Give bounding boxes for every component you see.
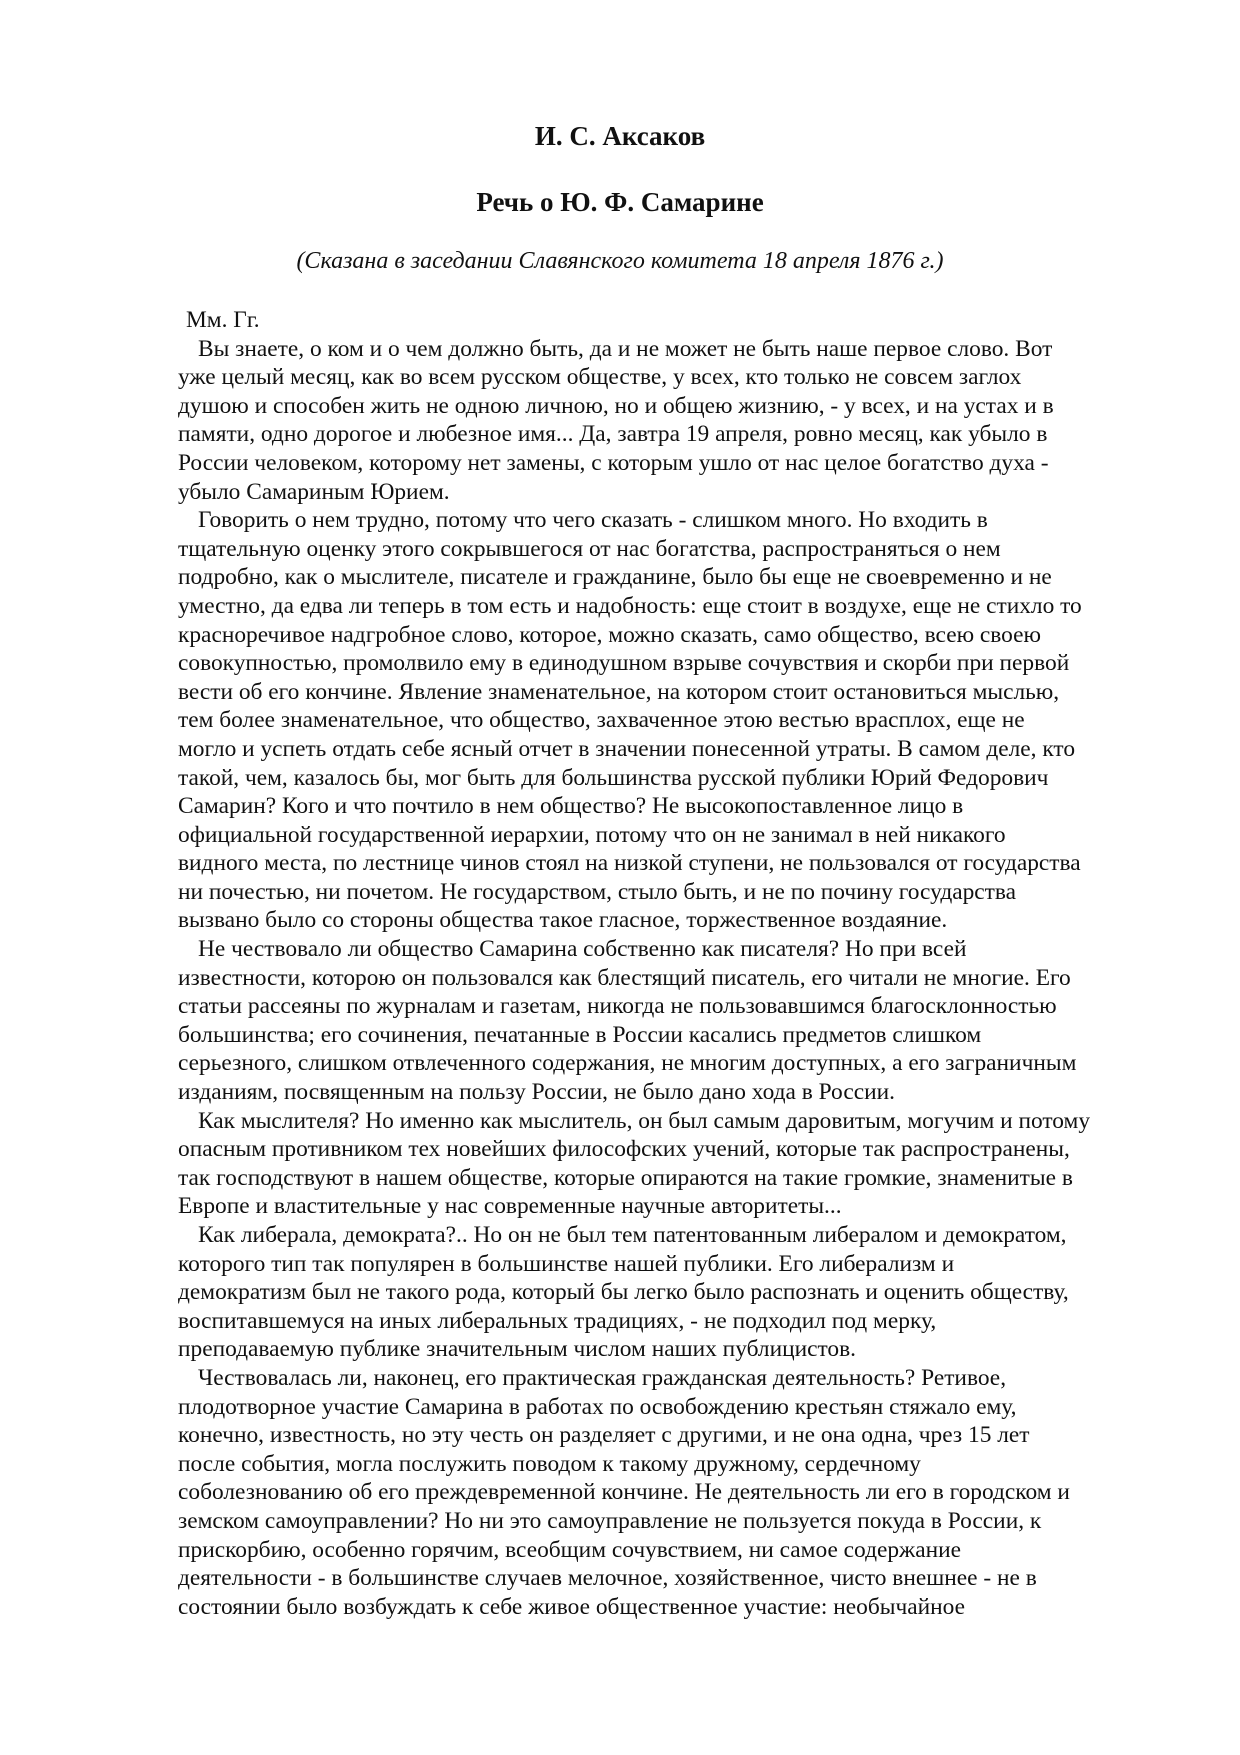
text-line: серьезного, слишком отвлеченного содержания, не многим доступных, а его заграничным [178,1050,1077,1077]
text-line: Чествовалась ли, наконец, его практическая гражданская деятельность? Ретивое, [198,1364,1007,1391]
text-line: могло и успеть отдать себе ясный отчет в значении понесенной утраты. В самом деле, кто [178,735,1076,762]
author-heading: И. С. Аксаков [534,121,706,151]
text-line: Как либерала, демократа?.. Но он не был тем патентованным либералом и демократом, [198,1222,1067,1248]
text-line: душою и способен жить не одною личною, но и общею жизнию, - у всех, и на устах и в [178,392,1054,419]
text-line: прискорбию, особенно горячим, всеобщим сочувствием, ни самое содержание [178,1536,962,1563]
text-line: Самарин? Кого и что почтило в нем общество? Не высокопоставленное лицо в [178,793,964,820]
text-line: воспитавшемуся на иных либеральных традициях, - не подходил под мерку, [178,1307,937,1334]
speech-title: Речь о Ю. Ф. Самарине [476,187,764,217]
text-line: преподаваемую публике значительным числом наших публицистов. [178,1336,857,1363]
paragraphs [178,335,1188,1622]
text-line: Не чествовало ли общество Самарина собственно как писателя? Но при всей [198,936,967,963]
text-line: так господствуют в нашем обществе, которые опираются на такие громкие, знаменитые в [178,1164,1073,1191]
text-line: Европе и властительные у нас современные научные авторитеты... [178,1193,842,1220]
text-line: опасным противником тех новейших философских учений, которые так распространены, [178,1136,1070,1163]
text-line: Как мыслителя? Но именно как мыслитель, он был самым даровитым, могучим и потому [198,1107,1091,1134]
text-line: тем более знаменательное, что общество, захваченное этою вестью врасплох, еще не [178,707,1025,734]
text-line: вызвано было со стороны общества такое гласное, торжественное воздаяние. [178,907,948,934]
text-line: ни почестью, ни почетом. Не государством, стыло быть, и не по почину государства [178,878,1017,905]
text-line: уже целый месяц, как во всем русском обществе, у всех, кто только не совсем заглох [178,364,1022,391]
text-line: большинства; его сочинения, печатанные в России касались предметов слишком [178,1021,982,1048]
text-line: после события, могла послужить поводом к такому дружному, сердечному [178,1450,921,1477]
text-line: демократизм был не такого рода, который бы легко было распознать и оценить обществу, [178,1279,1069,1306]
paragraph [178,1221,1188,1364]
text-line: Вы знаете, о ком и о чем должно быть, да и не может не быть наше первое слово. Вот [198,335,1053,362]
text-line: убыло Самариным Юрием. [178,478,450,505]
text-line: видного места, по лестнице чинов стоял на низкой ступени, не пользовался от государства [178,850,1081,877]
text-line: изданиям, посвященным на пользу России, не было дано хода в России. [178,1079,895,1106]
text-line: известности, которою он пользовался как блестящий писатель, его читали не многие. Его [178,964,1071,991]
text-line: состоянии было возбуждать к себе живое общественное участие: необычайное [178,1593,966,1620]
text-line: земском самоуправлении? Но ни это самоуправление не пользуется покуда в России, к [178,1507,1042,1534]
text-line: такой, чем, казалось бы, мог быть для большинства русской публики Юрий Федорович [178,764,1049,791]
text-line: которого тип так популярен в большинстве нашей публики. Его либерализм и [178,1250,955,1277]
text-line: плодотворное участие Самарина в работах по освобождению крестьян стяжало ему, [178,1393,1017,1420]
text-line: совокупностью, промолвило ему в единодушном взрыве сочувствия и скорби при первой [178,650,1070,677]
speech-subtitle: (Сказана в заседании Славянского комитета 18 апреля 1876 г.) [296,248,944,274]
text-line: соболезнованию об его преждевременной кончине. Не деятельность ли его в городском и [178,1479,1070,1506]
speech-body [178,306,1188,1621]
text-line: подробно, как о мыслителе, писателе и гражданине, было бы еще не своевременно и не [178,564,1052,591]
text-line: вести об его кончине. Явление знаменательное, на котором стоит остановиться мыслью, [178,678,1060,705]
paragraph [178,1364,1188,1621]
text-line: памяти, одно дорогое и любезное имя... Да, завтра 19 апреля, ровно месяц, как убыло в [178,421,1048,448]
text-line: красноречивое надгробное слово, которое, можно сказать, само общество, всею своею [178,621,1042,648]
text-line: тщательную оценку этого сокрывшегося от нас богатства, распространяться о нем [178,535,1001,562]
text-line: конечно, известность, но эту честь он разделяет с другими, и не она одна, чрез 15 лет [178,1422,1030,1449]
text-line: официальной государственной иерархии, потому что он не занимал в ней никакого [178,821,1006,848]
paragraph [178,335,1188,507]
paragraph [178,506,1188,935]
text-line: деятельности - в большинстве случаев мелочное, хозяйственное, чисто внешнее - не в [178,1565,1037,1592]
text-line: уместно, да едва ли теперь в том есть и надобность: еще стоит в воздухе, еще не стихло то [178,592,1082,619]
paragraph [178,935,1188,1107]
paragraph [178,1107,1188,1221]
greeting: Мм. Гг. [186,307,260,333]
text-line: России человеком, которому нет замены, с которым ушло от нас целое богатство духа - [178,449,1049,476]
text-line: Говорить о нем трудно, потому что чего сказать - слишком много. Но входить в [198,507,988,534]
text-line: статьи рассеяны по журналам и газетам, никогда не пользовавшимся благосклонностью [178,993,1057,1020]
